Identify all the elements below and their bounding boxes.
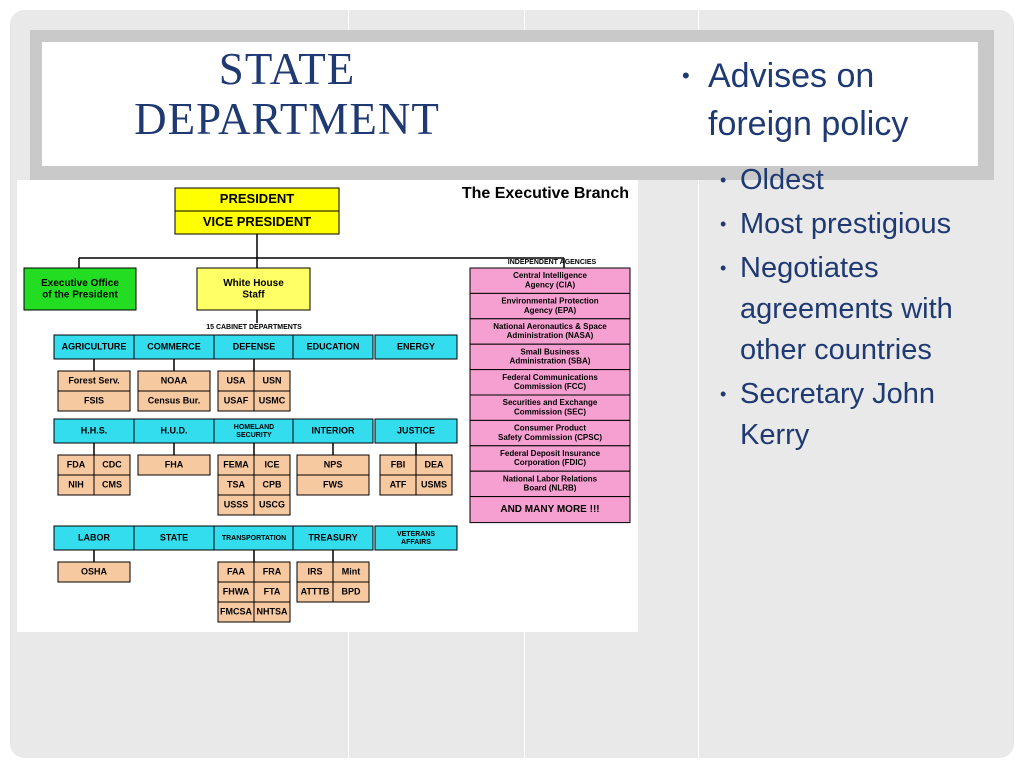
- agency-box-label: BPD: [341, 586, 361, 597]
- agency-box-label: CPB: [262, 479, 282, 490]
- executive-office-box-label: Executive Office: [41, 277, 119, 289]
- agency-box-label: NIH: [68, 479, 84, 490]
- agency-box-label: CMS: [102, 479, 122, 490]
- agency-box-label: USCG: [258, 499, 286, 510]
- agency-box-label: FAA: [227, 566, 245, 577]
- agency-box-label: Forest Serv.: [68, 375, 120, 386]
- independent-agency-box-label: Federal Communications: [502, 372, 598, 382]
- agency-box-label: IRS: [307, 566, 323, 577]
- independent-agency-box-label: Administration (SBA): [509, 356, 591, 366]
- agency-box-label: NOAA: [160, 375, 188, 386]
- department-box-label: COMMERCE: [147, 341, 201, 352]
- chart-title: The Executive Branch: [461, 185, 629, 203]
- bullet-list: [682, 52, 982, 459]
- executive-branch-org-chart: [17, 180, 638, 632]
- agency-box-label: FEMA: [223, 459, 249, 470]
- department-box-label: EDUCATION: [306, 341, 360, 352]
- independent-agency-box-label: Commission (SEC): [513, 407, 587, 417]
- white-house-staff-box-label: White House: [223, 277, 284, 289]
- department-box-label: ENERGY: [396, 341, 436, 352]
- department-box-label: INTERIOR: [311, 425, 355, 436]
- independent-agency-box-label: Agency (CIA): [524, 280, 576, 290]
- department-box-label: STATE: [159, 532, 189, 543]
- independent-agency-box-label: Corporation (FDIC): [514, 458, 586, 468]
- agency-box-label: NPS: [323, 459, 343, 470]
- agency-box-label: NHTSA: [256, 606, 288, 617]
- agency-box-label: FBI: [390, 459, 406, 470]
- agency-box-label: FRA: [262, 566, 282, 577]
- agency-box-label: CDC: [102, 459, 122, 470]
- agency-box-label: USA: [226, 375, 246, 386]
- department-box-label: SECURITY: [236, 431, 272, 439]
- agency-box-label: ATF: [389, 479, 407, 490]
- bullet-item: • Advises on foreign policy: [682, 52, 982, 148]
- agency-box-label: USMS: [420, 479, 448, 490]
- department-box-label: AGRICULTURE: [61, 341, 127, 352]
- white-house-staff-box-label: Staff: [242, 289, 265, 301]
- department-box-label: H.H.S.: [80, 425, 108, 436]
- agency-box-label: USAF: [223, 395, 249, 406]
- agency-box-label: Census Bur.: [147, 395, 201, 406]
- agency-box-label: FHA: [164, 459, 184, 470]
- bullet-item: • Negotiates agreements with other countries: [682, 248, 982, 371]
- president-box-label: PRESIDENT: [219, 190, 295, 206]
- independent-agency-box-label: AND MANY MORE !!!: [500, 504, 600, 516]
- agency-box-label: FHWA: [222, 586, 250, 597]
- department-box-label: H.U.D.: [160, 425, 188, 436]
- department-box-label: LABOR: [78, 532, 110, 543]
- department-box-label: TRANSPORTATION: [221, 534, 287, 542]
- bullet-item: • Most prestigious: [682, 204, 982, 245]
- cabinet-departments-caption: 15 CABINET DEPARTMENTS: [206, 323, 302, 331]
- department-box-label: VETERANS: [396, 530, 436, 538]
- agency-box-label: FTA: [263, 586, 281, 597]
- agency-box-label: ATTTB: [300, 586, 330, 597]
- agency-box-label: USN: [262, 375, 282, 386]
- independent-agency-box-label: Consumer Product: [513, 423, 587, 433]
- department-box-label: HOMELAND: [233, 423, 275, 431]
- department-box-label: TREASURY: [308, 532, 358, 543]
- agency-box-label: DEA: [424, 459, 444, 470]
- independent-agency-box-label: Administration (NASA): [506, 331, 594, 341]
- independent-agency-box-label: National Labor Relations: [502, 474, 598, 484]
- agency-box-label: FDA: [66, 459, 86, 470]
- bullet-item: • Oldest: [682, 160, 982, 201]
- executive-office-box-label: of the President: [42, 289, 118, 301]
- agency-box-label: FMCSA: [220, 606, 252, 617]
- department-box-label: DEFENSE: [232, 341, 276, 352]
- vice-president-box-label: VICE PRESIDENT: [202, 213, 312, 229]
- department-box-label: JUSTICE: [396, 425, 436, 436]
- independent-agency-box-label: Environmental Protection: [501, 296, 599, 306]
- independent-agency-box-label: Safety Commission (CPSC): [497, 432, 603, 442]
- agency-box-label: FWS: [323, 479, 343, 490]
- independent-agency-box-label: Securities and Exchange: [502, 398, 598, 408]
- independent-agency-box-label: Commission (FCC): [514, 382, 586, 392]
- independent-agencies-caption: INDEPENDENT AGENCIES: [507, 258, 597, 266]
- agency-box-label: TSA: [227, 479, 245, 490]
- agency-box-label: FSIS: [83, 395, 105, 406]
- agency-box-label: USSS: [223, 499, 249, 510]
- slide-title: STATE DEPARTMENT: [134, 44, 440, 144]
- agency-box-label: ICE: [264, 459, 280, 470]
- independent-agency-box-label: Board (NLRB): [523, 483, 577, 493]
- agency-box-label: Mint: [341, 566, 361, 577]
- independent-agency-box-label: Small Business: [520, 347, 580, 357]
- department-box-label: AFFAIRS: [401, 538, 431, 546]
- agency-box-label: USMC: [258, 395, 286, 406]
- independent-agency-box-label: National Aeronautics & Space: [493, 322, 607, 332]
- independent-agency-box-label: Central Intelligence: [513, 271, 587, 281]
- independent-agency-box-label: Federal Deposit Insurance: [499, 449, 601, 459]
- agency-box-label: OSHA: [80, 566, 108, 577]
- independent-agency-box-label: Agency (EPA): [523, 305, 577, 315]
- bullet-item: • Secretary John Kerry: [682, 374, 982, 456]
